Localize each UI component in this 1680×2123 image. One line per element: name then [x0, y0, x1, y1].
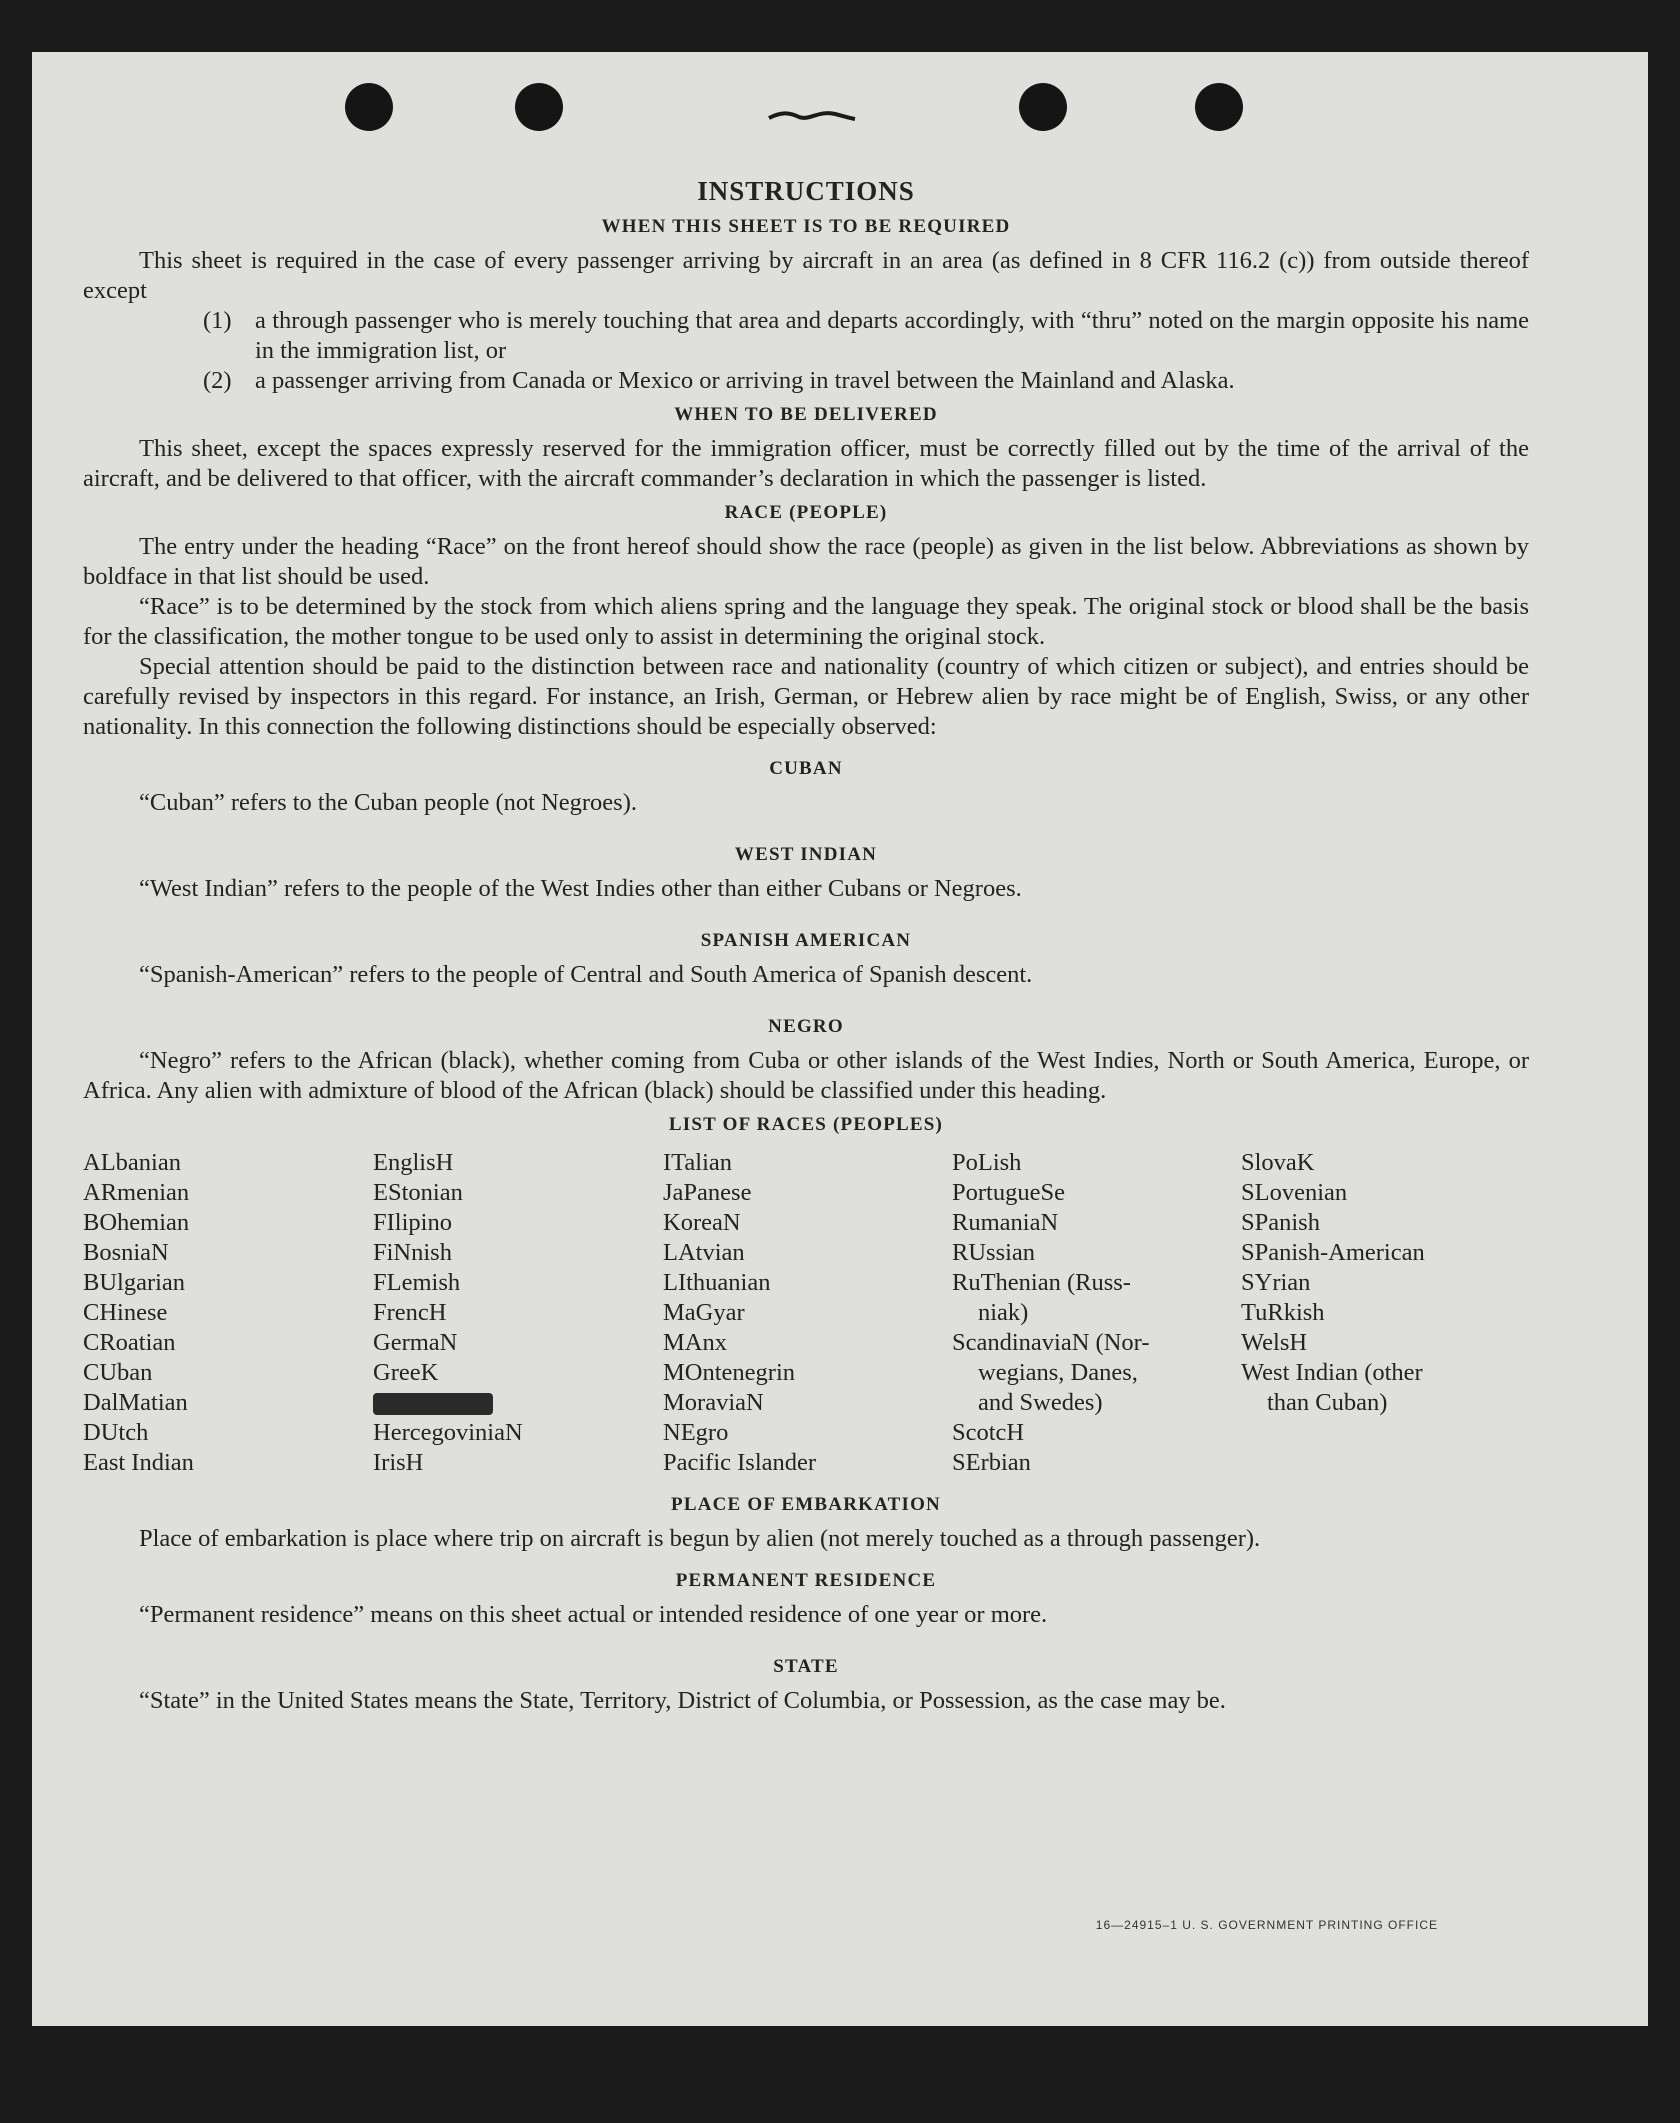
race-item: CHinese [83, 1299, 168, 1326]
race-item: BUlgarian [83, 1269, 186, 1296]
race-item: SPanish [1241, 1209, 1320, 1236]
race-item: MOntenegrin [663, 1359, 795, 1386]
item-text: a passenger arriving from Canada or Mexico or arriving in travel between the Mainland and Alaska. [255, 367, 1235, 394]
race-item: PoLish [952, 1149, 1022, 1176]
race-item: RumaniaN [952, 1209, 1059, 1236]
punch-hole-2 [515, 83, 563, 131]
printing-office-footer: 16—24915–1 U. S. GOVERNMENT PRINTING OFFICE [1095, 1918, 1438, 1932]
race-item: CRoatian [83, 1329, 176, 1356]
race-item: EStonian [373, 1179, 463, 1206]
required-item-1 [83, 306, 1529, 366]
race-item: MaGyar [663, 1299, 745, 1326]
item-text: a through passenger who is merely touching that area and departs accordingly, with “thru” noted on the margin opposite his name in the immigration list, or [255, 307, 1529, 364]
races-column-1 [83, 1148, 373, 1478]
race-item: MAnx [663, 1329, 727, 1356]
instructions-content [83, 176, 1529, 1716]
race-item-continued: wegians, Danes, [978, 1359, 1138, 1386]
race-item-continued: than Cuban) [1267, 1389, 1388, 1416]
residence-text: “Permanent residence” means on this sheet actual or intended residence of one year or more. [139, 1601, 1048, 1628]
redacted-race-item [373, 1388, 663, 1418]
heading-permanent-residence: PERMANENT RESIDENCE [675, 1570, 937, 1591]
heading-race: RACE (PEOPLE) [724, 502, 888, 523]
race-item: RuThenian (Russ- [952, 1269, 1131, 1296]
race-item: CUban [83, 1359, 153, 1386]
race-item: LAtvian [663, 1239, 745, 1266]
punch-hole-1 [345, 83, 393, 131]
race-item: DalMatian [83, 1389, 188, 1416]
race-item: NEgro [663, 1419, 729, 1446]
race-item: GreeK [373, 1359, 439, 1386]
embarkation-text: Place of embarkation is place where trip on aircraft is begun by alien (not merely touched as a through passenger). [139, 1525, 1261, 1552]
races-column-3 [663, 1148, 952, 1478]
required-item-2 [83, 366, 1529, 396]
races-column-4 [952, 1148, 1241, 1478]
race-item: WelsH [1241, 1329, 1308, 1356]
race-item: ALbanian [83, 1149, 181, 1176]
document-sheet [32, 52, 1648, 2026]
heading-spanish-american: SPANISH AMERICAN [700, 930, 912, 951]
race-item: FrencH [373, 1299, 447, 1326]
race-item: FLemish [373, 1269, 461, 1296]
race-item: Pacific Islander [663, 1449, 817, 1476]
required-intro: This sheet is required in the case of every passenger arriving by aircraft in an area (as defined in 8 CFR 116.2 (c)) from outside thereof except [83, 247, 1529, 304]
item-number: (1) [203, 307, 232, 334]
punch-hole-4 [1195, 83, 1243, 131]
negro-text: “Negro” refers to the African (black), whether coming from Cuba or other islands of the West Indies, North or South America, Europe, or Africa. Any alien with admixture of blood of the African (black) should be classified under this heading. [83, 1047, 1529, 1104]
state-text: “State” in the United States means the State, Territory, District of Columbia, or Possession, as the case may be. [139, 1687, 1226, 1714]
heading-embarkation: PLACE OF EMBARKATION [671, 1494, 941, 1515]
race-item: SYrian [1241, 1269, 1311, 1296]
race-paragraph-1: The entry under the heading “Race” on the front hereof should show the race (people) as given in the list below. Abbreviations as shown by boldface in that list should be used. [83, 533, 1529, 590]
race-item-continued: and Swedes) [978, 1389, 1103, 1416]
race-item: IrisH [373, 1449, 424, 1476]
race-item: BosniaN [83, 1239, 169, 1266]
delivered-text: This sheet, except the spaces expressly reserved for the immigration officer, must be correctly filled out by the time of the arrival of the aircraft, and be delivered to that officer, with the aircraft commander’s declaration in which the passenger is listed. [83, 435, 1529, 492]
race-item: ITalian [663, 1149, 733, 1176]
race-item: SlovaK [1241, 1149, 1315, 1176]
race-item: SPanish-American [1241, 1239, 1425, 1266]
race-item: BOhemian [83, 1209, 190, 1236]
heading-cuban: CUBAN [769, 758, 843, 779]
heading-west-indian: WEST INDIAN [734, 844, 878, 865]
race-item: FIlipino [373, 1209, 452, 1236]
race-paragraph-2: “Race” is to be determined by the stock from which aliens spring and the language they speak. The original stock or blood shall be the basis for the classification, the mother tongue to be used only to assist in determining the original stock. [83, 593, 1529, 650]
race-item: West Indian (other [1241, 1359, 1423, 1386]
race-item: EnglisH [373, 1149, 454, 1176]
races-column-5 [1241, 1148, 1529, 1478]
redaction-mark [373, 1393, 493, 1415]
race-item: TuRkish [1241, 1299, 1325, 1326]
race-item-continued: niak) [978, 1299, 1029, 1326]
race-item: ScotcH [952, 1419, 1025, 1446]
heading-when-required: WHEN THIS SHEET IS TO BE REQUIRED [601, 216, 1011, 237]
race-item: SLovenian [1241, 1179, 1348, 1206]
races-column-2 [373, 1148, 663, 1478]
race-item: LIthuanian [663, 1269, 771, 1296]
punch-hole-3 [1019, 83, 1067, 131]
race-item: RUssian [952, 1239, 1036, 1266]
race-item: East Indian [83, 1449, 194, 1476]
race-item: KoreaN [663, 1209, 741, 1236]
race-item: DUtch [83, 1419, 149, 1446]
race-item: ScandinaviaN (Nor- [952, 1329, 1150, 1356]
west-indian-text: “West Indian” refers to the people of the West Indies other than either Cubans or Negroes. [139, 875, 1022, 902]
heading-list-of-races: LIST OF RACES (PEOPLES) [668, 1114, 944, 1135]
race-item: SErbian [952, 1449, 1031, 1476]
race-paragraph-3: Special attention should be paid to the distinction between race and nationality (country of which citizen or subject), and entries should be carefully revised by inspectors in this regard. For instance, an Irish, German, or Hebrew alien by race might be of English, Swiss, or any other nationality. In this connection the following distinctions should be especially observed: [83, 653, 1529, 740]
race-item: HercegoviniaN [373, 1419, 523, 1446]
races-list [83, 1148, 1529, 1478]
race-item: MoraviaN [663, 1389, 764, 1416]
race-item: FiNnish [373, 1239, 452, 1266]
race-item: ARmenian [83, 1179, 190, 1206]
heading-negro: NEGRO [768, 1016, 844, 1037]
spanish-american-text: “Spanish-American” refers to the people of Central and South America of Spanish descent. [139, 961, 1033, 988]
heading-state: STATE [773, 1656, 839, 1677]
race-item: JaPanese [663, 1179, 752, 1206]
race-item: PortugueSe [952, 1179, 1065, 1206]
race-item: GermaN [373, 1329, 458, 1356]
scribble-mark [767, 108, 857, 124]
heading-when-delivered: WHEN TO BE DELIVERED [674, 404, 938, 425]
page-title: INSTRUCTIONS [697, 176, 915, 206]
cuban-text: “Cuban” refers to the Cuban people (not Negroes). [139, 789, 637, 816]
item-number: (2) [203, 367, 232, 394]
